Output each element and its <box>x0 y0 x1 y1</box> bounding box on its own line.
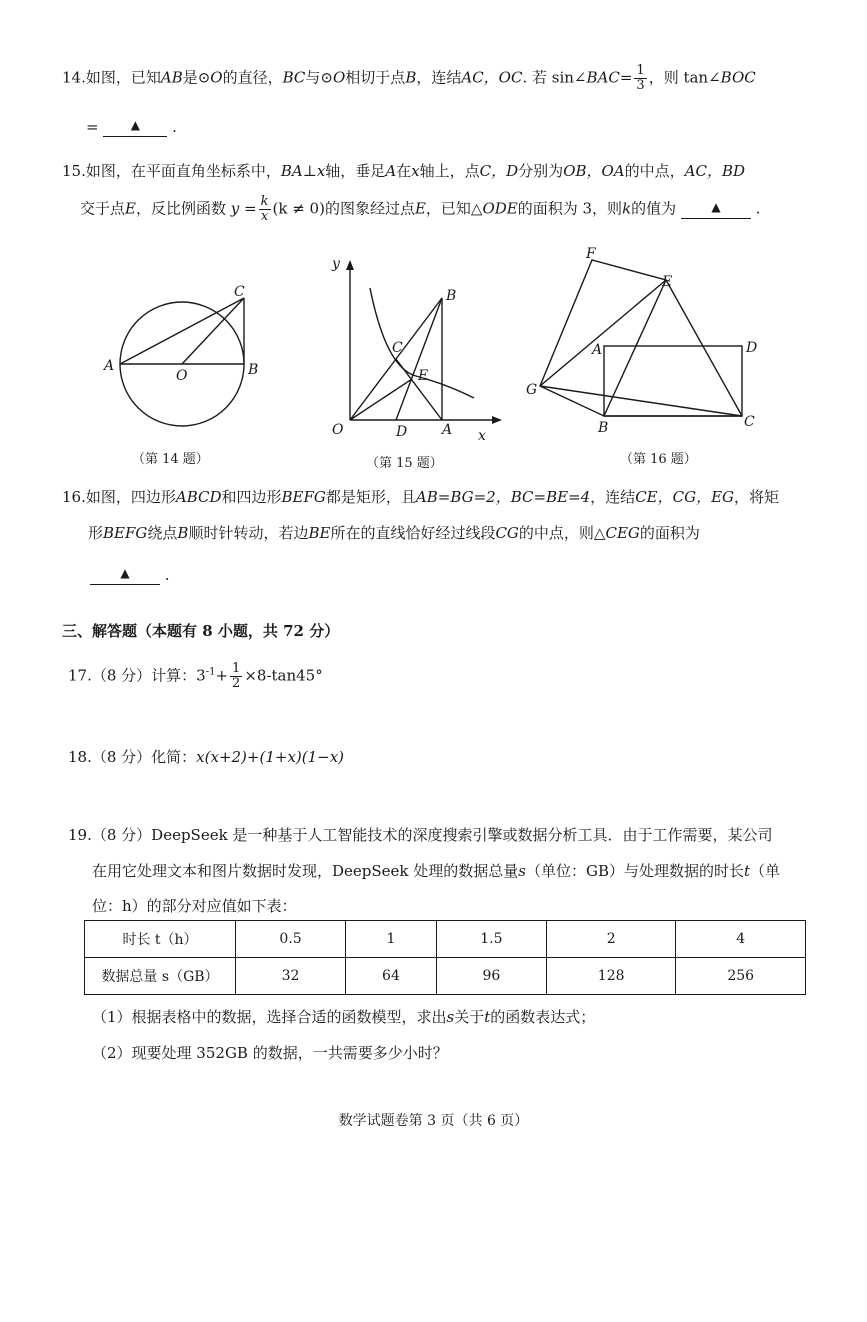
figure-14 <box>100 280 270 430</box>
label-a: A <box>442 422 453 438</box>
table-header-data: 数据总量 s（GB） <box>85 958 236 995</box>
caption-fig16: （第 16 题） <box>620 452 697 467</box>
page-footer: 数学试题卷第 3 页（共 6 页） <box>338 1113 529 1129</box>
label-y: y <box>332 256 340 272</box>
fraction: $\frac{k}{x}$ <box>260 194 269 224</box>
rect-befg <box>540 260 666 416</box>
segment-cg <box>540 386 742 416</box>
q14-line1: 14.如图，已知AB是⊙O的直径，BC与⊙O相切于点B，连结AC，OC. 若 sin∠BAC= $\frac{1}{3}$ ，则 tan∠BOC <box>62 63 756 93</box>
answer-blank[interactable]: ▲ <box>103 118 167 137</box>
q18: 18.（8 分）化简：x(x+2)+(1+x)(1−x) <box>68 748 345 766</box>
table-cell: 32 <box>236 958 346 995</box>
fraction: $\frac{1}{2}$ <box>232 661 241 691</box>
table-row <box>85 958 806 995</box>
segment-ce <box>666 280 742 416</box>
q15-line2: 交于点E，反比例函数 y = $\frac{k}{x}$ (k ≠ 0)的图象经过点E，已知△ODE的面积为 3，则k的值为 ▲ . <box>80 194 761 224</box>
q19-sub1: （1）根据表格中的数据，选择合适的函数模型，求出s关于t的函数表达式； <box>92 1008 596 1026</box>
q14-line2: = ▲ . <box>86 118 177 136</box>
q19-line1: 19.（8 分）DeepSeek 是一种基于人工智能技术的深度搜索引擎或数据分析工具．由于工作需要，某公司 <box>68 826 773 844</box>
table-cell: 128 <box>546 958 676 995</box>
label-a: A <box>592 342 603 358</box>
q16-line1: 16.如图，四边形ABCD和四边形BEFG都是矩形，且AB=BG=2，BC=BE=4，连结CE，CG，EG，将矩 <box>62 488 780 506</box>
label-a: A <box>104 358 115 374</box>
label-b: B <box>446 288 457 304</box>
label-c: C <box>234 284 245 300</box>
table-row <box>85 921 806 958</box>
label-c: C <box>392 340 403 356</box>
x-axis-arrow <box>492 416 502 424</box>
label-b: B <box>598 420 609 436</box>
q19-line3: 位：h）的部分对应值如下表： <box>92 897 297 915</box>
label-g: G <box>526 382 538 398</box>
answer-blank[interactable]: ▲ <box>681 200 751 219</box>
data-table <box>84 920 806 995</box>
label-c: C <box>744 414 755 430</box>
table-cell: 1 <box>346 921 437 958</box>
section-title: 三、解答题（本题有 8 小题，共 72 分） <box>62 622 340 640</box>
label-o: O <box>176 368 188 384</box>
table-cell: 2 <box>546 921 676 958</box>
segment-oe <box>350 379 412 420</box>
label-f: F <box>586 246 596 262</box>
label-d: D <box>396 424 408 440</box>
figure-15 <box>326 248 506 448</box>
label-e: E <box>418 368 429 384</box>
q15-line1: 15.如图，在平面直角坐标系中，BA⊥x轴，垂足A在x轴上，点C，D分别为OB，OA的中点，AC，BD <box>62 162 746 180</box>
figure-16 <box>522 244 772 434</box>
table-cell: 4 <box>676 921 806 958</box>
table-header-time: 时长 t（h） <box>85 921 236 958</box>
label-b: B <box>248 362 259 378</box>
y-axis-arrow <box>346 260 354 270</box>
label-o: O <box>332 422 344 438</box>
segment-eg <box>540 280 666 386</box>
segment-bd <box>396 298 442 420</box>
segment-ac <box>120 298 244 364</box>
q16-line3: ▲ . <box>90 566 170 585</box>
label-d: D <box>746 340 758 356</box>
q19-line2: 在用它处理文本和图片数据时发现，DeepSeek 处理的数据总量s（单位：GB）与处理数据的时长t（单 <box>92 862 781 880</box>
table-cell: 256 <box>676 958 806 995</box>
caption-fig14: （第 14 题） <box>132 452 209 467</box>
table-cell: 0.5 <box>236 921 346 958</box>
label-x: x <box>478 428 486 444</box>
label-e: E <box>662 274 673 290</box>
table-cell: 96 <box>436 958 546 995</box>
q17: 17.（8 分）计算：$3^{-1}+$ $\frac{1}{2}$ ×8-tan45° <box>68 661 323 691</box>
answer-blank[interactable]: ▲ <box>90 566 160 585</box>
q19-sub2: （2）现要处理 352GB 的数据，一共需要多少小时？ <box>92 1044 448 1062</box>
caption-fig15: （第 15 题） <box>366 456 443 471</box>
q16-line2: 形BEFG绕点B顺时针转动，若边BE所在的直线恰好经过线段CG的中点，则△CEG的面积为 <box>88 524 700 542</box>
table-cell: 1.5 <box>436 921 546 958</box>
fraction: $\frac{1}{3}$ <box>636 63 645 93</box>
table-cell: 64 <box>346 958 437 995</box>
